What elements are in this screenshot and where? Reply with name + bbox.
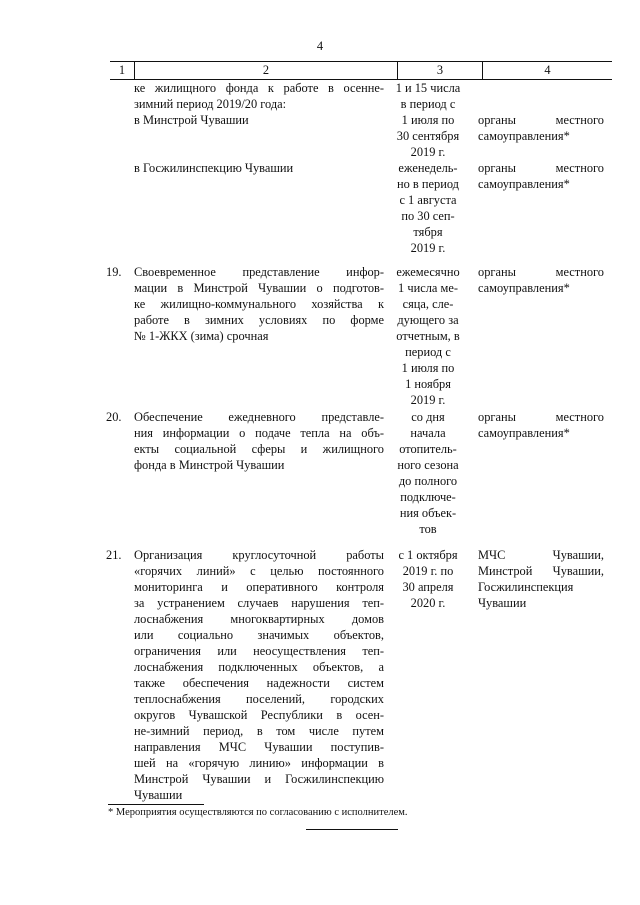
term-line: тября [413, 225, 443, 239]
term-line: начала [410, 426, 446, 440]
column-header-3: 3 [436, 63, 444, 77]
description-line: работе в зимних условиях по форме [134, 313, 384, 327]
term-line: 1 ноября [405, 377, 451, 391]
term-line: сяца, сле- [402, 297, 454, 311]
page-number: 4 [316, 39, 324, 53]
executor-line: органы местного [478, 113, 604, 127]
row-number: 20. [106, 410, 122, 424]
description-line: Своевременное представление инфор- [134, 265, 384, 279]
term-line: 30 апреля [402, 580, 454, 594]
description-line: мации в Минстрой Чувашии о подготов- [134, 281, 384, 295]
executor-line: Госжилинспекция [478, 580, 574, 594]
table-header [110, 61, 612, 80]
row-number: 19. [106, 265, 122, 279]
column-divider [482, 62, 483, 79]
description-line: в Госжилинспекцию Чувашии [134, 161, 294, 175]
row-term [392, 264, 464, 408]
description-line: не-зимний период, в том числе путем [134, 724, 384, 738]
term-line: период с [405, 345, 451, 359]
description-line: теплоснабжения поселений, городских [134, 692, 384, 706]
executor-line: самоуправления* [478, 177, 570, 191]
executor-line: Чувашии [478, 596, 527, 610]
term-line: ния объек- [399, 506, 457, 520]
description-line: направления МЧС Чувашии поступив- [134, 740, 384, 754]
description-line: также обеспечения надежности систем [134, 676, 384, 690]
executor-line: органы местного [478, 161, 604, 175]
description-line: «горячих линий» с целью постоянного [134, 564, 384, 578]
column-header-1: 1 [118, 63, 126, 77]
executor-line: самоуправления* [478, 281, 570, 295]
description-line: Организация круглосуточной работы [134, 548, 384, 562]
term-line: ежемесячно [396, 265, 460, 279]
row-description [134, 547, 384, 803]
executor-line: МЧС Чувашии, [478, 548, 604, 562]
description-line: за устранением случаев нарушения теп- [134, 596, 384, 610]
executor-line: Минстрой Чувашии, [478, 564, 604, 578]
description-line: лоснабжения подключенных объектов, а [134, 660, 384, 674]
description-line: шей на «горячую линию» информации в [134, 756, 384, 770]
term-line: 1 июля по [401, 113, 455, 127]
description-line: округов Чувашской Республики в осен- [134, 708, 384, 722]
executor-line: органы местного [478, 265, 604, 279]
column-divider [397, 62, 398, 79]
description-line: екты социальной сферы и жилищного [134, 442, 384, 456]
term-line: ного сезона [397, 458, 459, 472]
row-executor [478, 264, 604, 296]
executor-line: органы местного [478, 410, 604, 424]
description-line: ограничения или неосуществления теп- [134, 644, 384, 658]
term-line: 2019 г. [410, 393, 446, 407]
continued-term-a [392, 80, 464, 160]
term-line: 1 и 15 числа [395, 81, 461, 95]
term-line: 1 июля по [401, 361, 455, 375]
term-line: дующего за [397, 313, 459, 327]
executor-line: самоуправления* [478, 129, 570, 143]
row-description [134, 264, 384, 344]
term-line: 1 числа ме- [398, 281, 458, 295]
continued-description-b [134, 160, 384, 176]
term-line: 2020 г. [410, 596, 446, 610]
description-line: ния информации о подаче тепла на объ- [134, 426, 384, 440]
description-line: мониторинга и оперативного контроля [134, 580, 384, 594]
continued-term-b [392, 160, 464, 256]
description-line: в Минстрой Чувашии [134, 113, 249, 127]
description-line: Чувашии [134, 788, 183, 802]
continued-description [134, 80, 384, 128]
description-line: ке жилищно-коммунального хозяйства к [134, 297, 384, 311]
term-line: 30 сентября [396, 129, 460, 143]
executor-line: самоуправления* [478, 426, 570, 440]
column-header-4: 4 [544, 63, 551, 77]
row-executor [478, 547, 604, 611]
description-line: Обеспечение ежедневного представле- [134, 410, 384, 424]
term-line: в период с [400, 97, 456, 111]
row-executor [478, 409, 604, 441]
term-line: отчетным, в [396, 329, 460, 343]
column-header-2: 2 [262, 63, 270, 77]
term-line: тов [419, 522, 437, 536]
description-line: Минстрой Чувашии и Госжилинспекцию [134, 772, 384, 786]
end-of-document-line [306, 829, 398, 830]
description-line: № 1-ЖКХ (зима) срочная [134, 329, 269, 343]
description-line: или социально значимых объектов, [134, 628, 384, 642]
term-line: 2019 г. по [402, 564, 454, 578]
term-line: с 1 октября [398, 548, 458, 562]
continued-executor-b [478, 160, 604, 192]
footnote-separator [108, 804, 204, 805]
continued-executor-a [478, 112, 604, 144]
description-line: ке жилищного фонда к работе в осенне- [134, 81, 384, 95]
row-number: 21. [106, 548, 122, 562]
term-line: 2019 г. [410, 241, 446, 255]
term-line: по 30 сеп- [401, 209, 455, 223]
column-divider [134, 62, 135, 79]
term-line: со дня [411, 410, 445, 424]
row-term [392, 547, 464, 611]
term-line: до полного [398, 474, 458, 488]
term-line: подключе- [400, 490, 456, 504]
term-line: 2019 г. [410, 145, 446, 159]
footnote: * Мероприятия осуществляются по согласованию с исполнителем. [108, 807, 408, 818]
description-line: фонда в Минстрой Чувашии [134, 458, 285, 472]
term-line: но в период [397, 177, 459, 191]
description-line: зимний период 2019/20 года: [134, 97, 287, 111]
description-line: лоснабжения многоквартирных домов [134, 612, 384, 626]
term-line: с 1 августа [399, 193, 457, 207]
row-description [134, 409, 384, 473]
term-line: еженедель- [398, 161, 458, 175]
term-line: отопитель- [399, 442, 457, 456]
row-term [392, 409, 464, 537]
